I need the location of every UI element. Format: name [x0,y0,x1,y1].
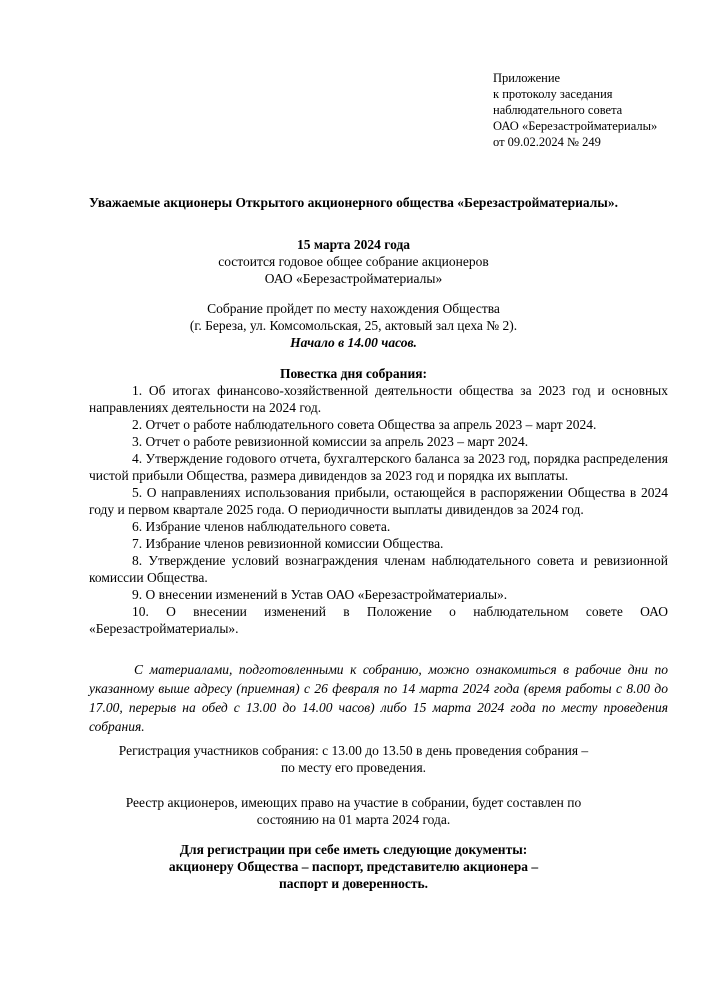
appendix-line: от 09.02.2024 № 249 [493,135,601,149]
registration-line: Регистрация участников собрания: с 13.00 до 13.50 в день проведения собрания – [118,743,589,758]
registry-line: Реестр акционеров, имеющих право на участие в собрании, будет составлен по [125,795,582,810]
appendix-line: к протоколу заседания [493,87,613,101]
agenda-item: 4. Утверждение годового отчета, бухгалтерского баланса за 2023 год, порядка распределения чистой прибыли Общества, размера дивидендов за 2023 год и порядка их выплаты. [89,451,668,483]
meeting-announcement [0,236,707,287]
documents-notice [0,841,707,892]
registration-line: по месту его проведения. [280,760,427,775]
agenda-item: 9. О внесении изменений в Устав ОАО «Березастройматериалы». [132,587,508,602]
registry-notice [0,794,707,828]
agenda-item: 8. Утверждение условий вознаграждения членам наблюдательного совета и ревизионной комиссии Общества. [89,553,668,585]
agenda-item: 6. Избрание членов наблюдательного совета. [132,519,391,534]
agenda-item: 2. Отчет о работе наблюдательного совета Общества за апрель 2023 – март 2024. [132,417,597,432]
documents-line: паспорт и доверенность. [278,876,428,891]
documents-line: Для регистрации при себе иметь следующие документы: [179,842,528,857]
agenda-list [89,382,668,637]
materials-notice: С материалами, подготовленными к собранию, можно ознакомиться в рабочие дни по указанному выше адресу (приемная) с 26 февраля по 14 марта 2024 года (время работы с 8.00 до 17.00, перерыв на обед с 13.00 до 14.00 часов) либо 15 марта 2024 года по месту проведения собрания. [89,662,668,734]
location-address: (г. Береза, ул. Комсомольская, 25, актовый зал цеха № 2). [189,318,518,333]
meeting-location [0,300,707,351]
agenda-title: Повестка дня собрания: [279,366,428,381]
page-title: Уважаемые акционеры Открытого акционерного общества «Березастройматериалы». [89,195,618,210]
appendix-line: ОАО «Березастройматериалы» [493,119,658,133]
location-line: Собрание пройдет по месту нахождения Общества [207,301,500,316]
agenda-item: 5. О направлениях использования прибыли, остающейся в распоряжении Общества в 2024 году и первом квартале 2025 года. О периодичности выплаты дивидендов за 2024 год. [89,485,668,517]
registry-line: состоянию на 01 марта 2024 года. [256,812,451,827]
documents-line: акционеру Общества – паспорт, представителю акционера – [168,859,539,874]
meeting-company: ОАО «Березастройматериалы» [264,271,443,286]
start-time: Начало в 14.00 часов. [290,335,417,350]
agenda-item: 3. Отчет о работе ревизионной комиссии за апрель 2023 – март 2024. [132,434,529,449]
agenda-item: 1. Об итогах финансово-хозяйственной деятельности общества за 2023 год и основных направлениях деятельности на 2024 год. [89,383,668,415]
appendix-line: наблюдательного совета [493,103,623,117]
meeting-date: 15 марта 2024 года [296,237,411,252]
registration-notice [0,742,707,776]
agenda-item: 7. Избрание членов ревизионной комиссии Общества. [132,536,444,551]
appendix-line: Приложение [493,71,561,85]
meeting-line: состоится годовое общее собрание акционеров [218,254,489,269]
agenda-item: 10. О внесении изменений в Положение о наблюдательном совете ОАО «Березастройматериалы». [89,604,668,636]
appendix-block [493,70,657,150]
